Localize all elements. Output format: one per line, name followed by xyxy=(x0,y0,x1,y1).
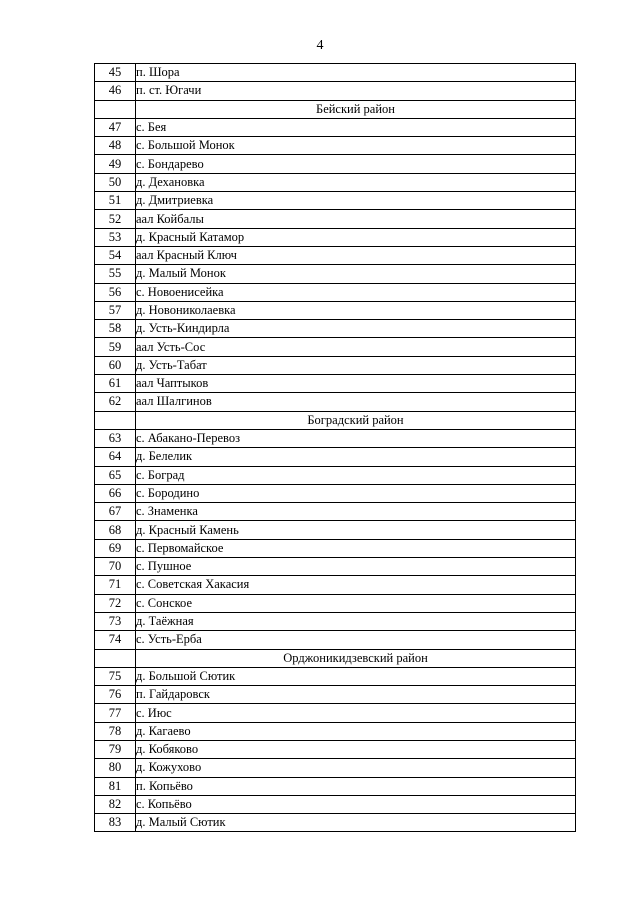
row-number: 56 xyxy=(95,283,136,301)
settlement-name: с. Копьёво xyxy=(136,795,576,813)
table-row xyxy=(95,320,576,338)
row-number: 57 xyxy=(95,301,136,319)
district-name: Боградский район xyxy=(136,411,576,429)
row-number: 54 xyxy=(95,246,136,264)
settlement-name: д. Усть-Табат xyxy=(136,356,576,374)
row-number: 76 xyxy=(95,686,136,704)
settlement-name: с. Бея xyxy=(136,118,576,136)
settlement-name: с. Июс xyxy=(136,704,576,722)
table-row xyxy=(95,576,576,594)
district-header-empty-cell xyxy=(95,100,136,118)
settlement-name: с. Бородино xyxy=(136,484,576,502)
settlement-name: д. Большой Сютик xyxy=(136,667,576,685)
district-header-row xyxy=(95,649,576,667)
settlement-name: п. ст. Югачи xyxy=(136,82,576,100)
settlement-name: с. Новоенисейка xyxy=(136,283,576,301)
row-number: 66 xyxy=(95,484,136,502)
row-number: 53 xyxy=(95,228,136,246)
settlement-name: с. Усть-Ерба xyxy=(136,631,576,649)
table-row xyxy=(95,484,576,502)
district-name: Бейский район xyxy=(136,100,576,118)
settlement-name: с. Первомайское xyxy=(136,539,576,557)
settlement-name: д. Малый Монок xyxy=(136,265,576,283)
settlement-name: с. Абакано-Перевоз xyxy=(136,429,576,447)
row-number: 45 xyxy=(95,64,136,82)
table-row xyxy=(95,393,576,411)
table-row xyxy=(95,64,576,82)
table-row xyxy=(95,283,576,301)
table-row xyxy=(95,594,576,612)
settlement-name: д. Таёжная xyxy=(136,612,576,630)
table-row xyxy=(95,137,576,155)
table-row xyxy=(95,503,576,521)
row-number: 47 xyxy=(95,118,136,136)
row-number: 79 xyxy=(95,740,136,758)
row-number: 78 xyxy=(95,722,136,740)
settlement-name: д. Красный Камень xyxy=(136,521,576,539)
settlement-name: д. Кожухово xyxy=(136,759,576,777)
settlement-name: д. Белелик xyxy=(136,448,576,466)
settlement-name: д. Красный Катамор xyxy=(136,228,576,246)
row-number: 49 xyxy=(95,155,136,173)
table-row xyxy=(95,192,576,210)
settlement-name: д. Усть-Киндирла xyxy=(136,320,576,338)
row-number: 72 xyxy=(95,594,136,612)
row-number: 64 xyxy=(95,448,136,466)
settlement-name: аал Шалгинов xyxy=(136,393,576,411)
settlement-name: аал Усть-Сос xyxy=(136,338,576,356)
table-row xyxy=(95,740,576,758)
row-number: 67 xyxy=(95,503,136,521)
table-row xyxy=(95,338,576,356)
settlement-name: д. Новониколаевка xyxy=(136,301,576,319)
table-row xyxy=(95,82,576,100)
table-row xyxy=(95,118,576,136)
district-name: Орджоникидзевский район xyxy=(136,649,576,667)
table-row xyxy=(95,466,576,484)
row-number: 59 xyxy=(95,338,136,356)
table-row xyxy=(95,777,576,795)
table-row xyxy=(95,155,576,173)
row-number: 75 xyxy=(95,667,136,685)
table-row xyxy=(95,301,576,319)
row-number: 70 xyxy=(95,558,136,576)
settlement-name: д. Кагаево xyxy=(136,722,576,740)
row-number: 55 xyxy=(95,265,136,283)
row-number: 68 xyxy=(95,521,136,539)
row-number: 77 xyxy=(95,704,136,722)
row-number: 69 xyxy=(95,539,136,557)
page-number: 4 xyxy=(316,38,324,53)
row-number: 81 xyxy=(95,777,136,795)
row-number: 51 xyxy=(95,192,136,210)
district-header-empty-cell xyxy=(95,649,136,667)
table-row xyxy=(95,521,576,539)
table-row xyxy=(95,759,576,777)
row-number: 63 xyxy=(95,429,136,447)
settlement-name: с. Советская Хакасия xyxy=(136,576,576,594)
district-header-empty-cell xyxy=(95,411,136,429)
table-row xyxy=(95,448,576,466)
row-number: 74 xyxy=(95,631,136,649)
table-row xyxy=(95,246,576,264)
settlement-name: п. Шора xyxy=(136,64,576,82)
table-row xyxy=(95,228,576,246)
row-number: 48 xyxy=(95,137,136,155)
settlement-name: аал Чаптыков xyxy=(136,375,576,393)
table-row xyxy=(95,356,576,374)
table-row xyxy=(95,631,576,649)
row-number: 65 xyxy=(95,466,136,484)
settlement-name: с. Знаменка xyxy=(136,503,576,521)
table-row xyxy=(95,375,576,393)
table-row xyxy=(95,539,576,557)
table-row xyxy=(95,814,576,832)
settlement-name: с. Большой Монок xyxy=(136,137,576,155)
row-number: 73 xyxy=(95,612,136,630)
row-number: 60 xyxy=(95,356,136,374)
row-number: 52 xyxy=(95,210,136,228)
table-row xyxy=(95,210,576,228)
row-number: 82 xyxy=(95,795,136,813)
settlement-name: с. Сонское xyxy=(136,594,576,612)
settlements-table-body xyxy=(95,64,576,832)
row-number: 80 xyxy=(95,759,136,777)
row-number: 83 xyxy=(95,814,136,832)
settlement-name: д. Дмитриевка xyxy=(136,192,576,210)
settlement-name: д. Малый Сютик xyxy=(136,814,576,832)
table-row xyxy=(95,722,576,740)
table-row xyxy=(95,429,576,447)
row-number: 50 xyxy=(95,173,136,191)
row-number: 71 xyxy=(95,576,136,594)
settlement-name: п. Копьёво xyxy=(136,777,576,795)
table-row xyxy=(95,558,576,576)
table-row xyxy=(95,686,576,704)
row-number: 58 xyxy=(95,320,136,338)
settlement-name: д. Дехановка xyxy=(136,173,576,191)
settlement-name: аал Койбалы xyxy=(136,210,576,228)
table-row xyxy=(95,265,576,283)
table-row xyxy=(95,173,576,191)
district-header-row xyxy=(95,100,576,118)
settlement-name: с. Бондарево xyxy=(136,155,576,173)
row-number: 62 xyxy=(95,393,136,411)
settlement-name: аал Красный Ключ xyxy=(136,246,576,264)
settlement-name: с. Пушное xyxy=(136,558,576,576)
table-row xyxy=(95,795,576,813)
settlements-table xyxy=(94,63,576,832)
settlement-name: с. Боград xyxy=(136,466,576,484)
table-row xyxy=(95,667,576,685)
district-header-row xyxy=(95,411,576,429)
table-row xyxy=(95,612,576,630)
row-number: 46 xyxy=(95,82,136,100)
settlement-name: п. Гайдаровск xyxy=(136,686,576,704)
settlement-name: д. Кобяково xyxy=(136,740,576,758)
table-row xyxy=(95,704,576,722)
row-number: 61 xyxy=(95,375,136,393)
